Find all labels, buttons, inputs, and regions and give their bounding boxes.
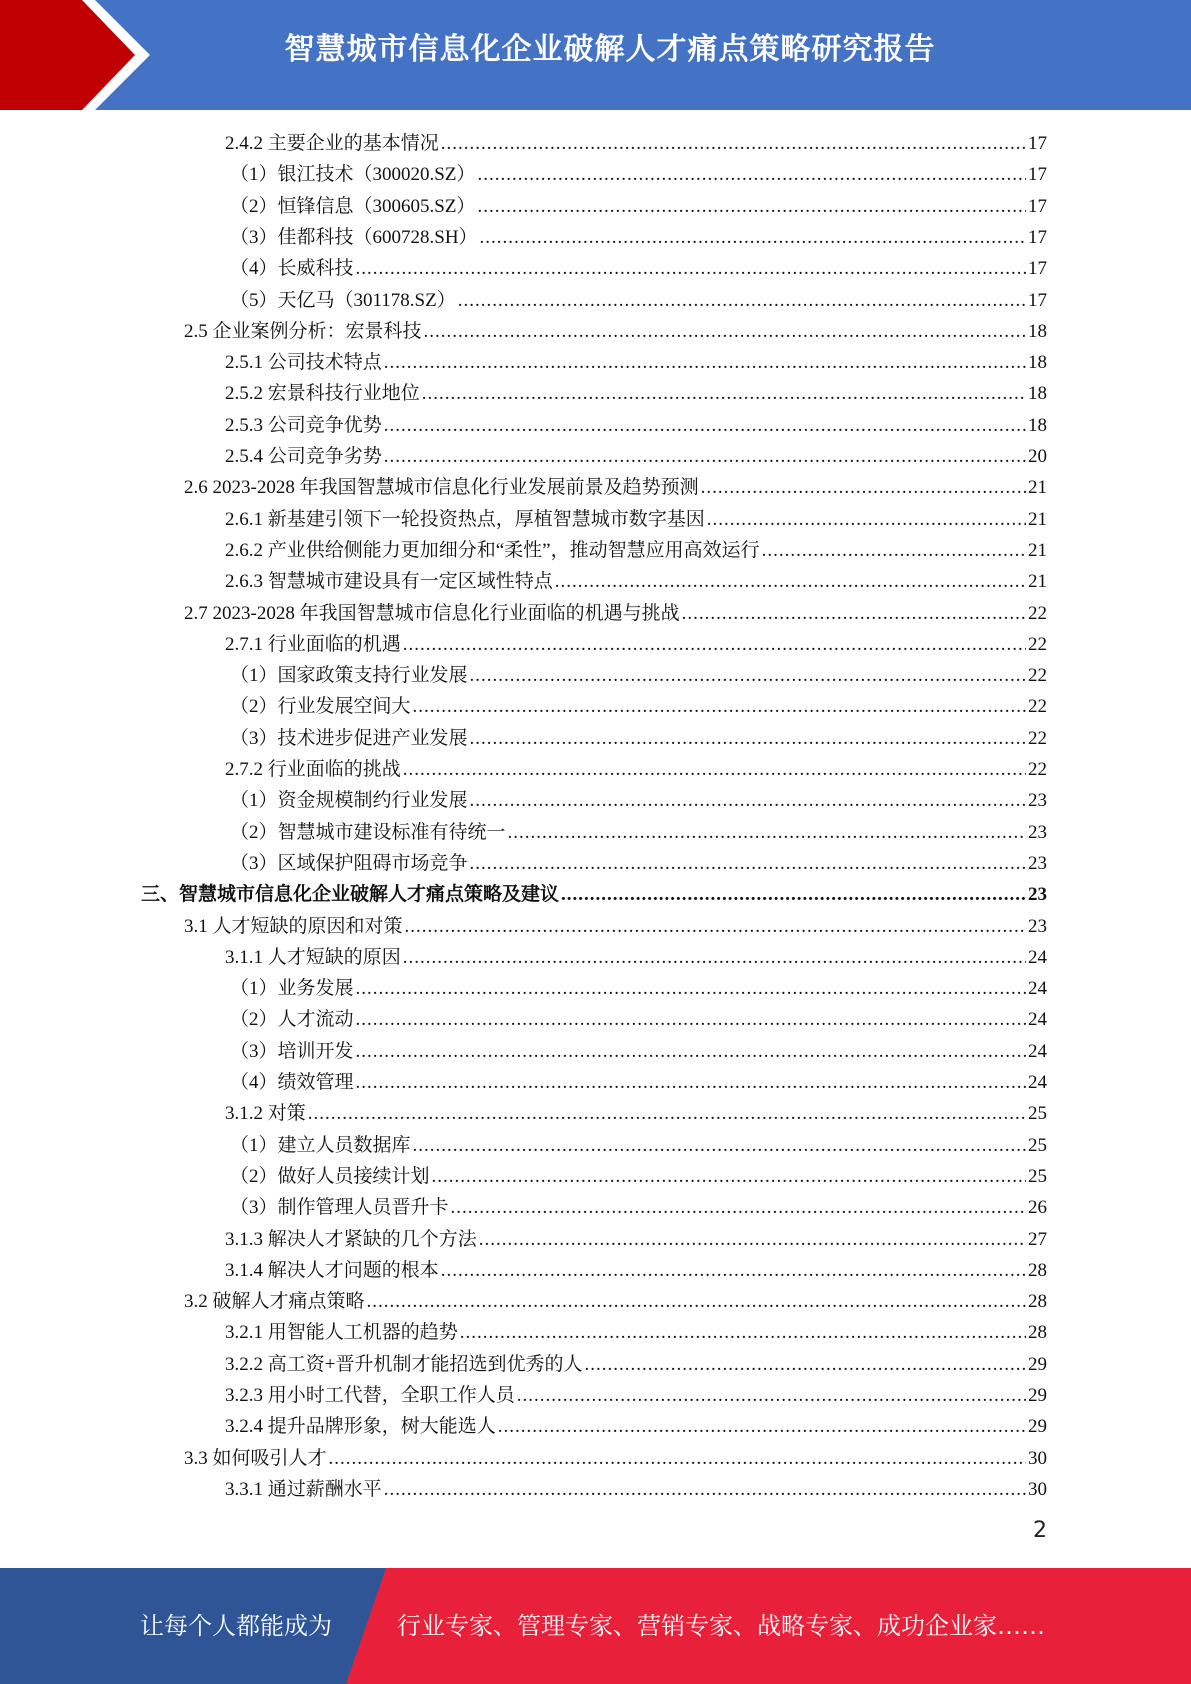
toc-entry-page: 24 [1028, 946, 1047, 968]
toc-entry-page: 22 [1028, 759, 1047, 780]
page-header [0, 0, 1191, 110]
toc-entry[interactable] [230, 660, 1047, 691]
toc-entry-title: （1）银江技术（300020.SZ） [230, 164, 476, 186]
toc-entry-title: （1）建立人员数据库 [230, 1134, 411, 1156]
toc-entry[interactable] [225, 347, 1047, 378]
toc-entry-title: （4）长威科技 [230, 258, 354, 280]
toc-entry[interactable] [230, 1192, 1047, 1223]
toc-entry-page: 18 [1028, 352, 1047, 374]
toc-dot-leader [477, 191, 1026, 222]
toc-entry-title: 2.5.3 公司竞争优势 [225, 414, 382, 436]
toc-entry[interactable] [141, 879, 1047, 910]
toc-entry[interactable] [184, 316, 1047, 347]
toc-dot-leader [477, 159, 1026, 190]
toc-entry-page: 27 [1028, 1228, 1047, 1250]
toc-entry[interactable] [225, 1317, 1047, 1348]
toc-entry[interactable] [230, 848, 1047, 879]
toc-dot-leader [384, 1474, 1026, 1505]
toc-entry[interactable] [230, 253, 1047, 284]
toc-entry-page: 20 [1028, 446, 1047, 467]
toc-entry-page: 23 [1028, 884, 1047, 906]
toc-dot-leader [451, 1192, 1026, 1223]
toc-entry[interactable] [225, 1255, 1047, 1286]
report-title: 智慧城市信息化企业破解人才痛点策略研究报告 [284, 32, 936, 67]
toc-dot-leader [356, 973, 1026, 1004]
toc-dot-leader [329, 1443, 1026, 1474]
toc-entry-title: （2）行业发展空间大 [230, 696, 411, 718]
toc-entry-title: 2.6.2 产业供给侧能力更加细分和“柔性”，推动智慧应用高效运行 [225, 539, 760, 561]
toc-entry[interactable] [230, 1067, 1047, 1098]
toc-entry[interactable] [225, 754, 1047, 785]
toc-entry-title: （3）技术进步促进产业发展 [230, 727, 468, 749]
toc-entry[interactable] [230, 723, 1047, 754]
toc-entry-page: 17 [1028, 195, 1047, 217]
toc-entry-title: 2.6.3 智慧城市建设具有一定区域性特点 [225, 571, 553, 593]
toc-entry-page: 23 [1028, 790, 1047, 812]
toc-entry-title: （3）制作管理人员晋升卡 [230, 1197, 449, 1219]
toc-entry-title: （3）培训开发 [230, 1040, 354, 1062]
toc-entry-title: 2.5.4 公司竞争劣势 [225, 446, 382, 467]
toc-dot-leader [517, 1380, 1026, 1411]
toc-entry-title: 2.5.1 公司技术特点 [225, 352, 382, 374]
toc-entry-page: 29 [1028, 1385, 1047, 1406]
toc-entry-page: 18 [1028, 320, 1047, 342]
toc-entry-page: 18 [1028, 383, 1047, 405]
toc-entry[interactable] [230, 973, 1047, 1004]
toc-dot-leader [356, 1036, 1026, 1067]
toc-entry-page: 24 [1028, 1040, 1047, 1062]
toc-entry[interactable] [225, 535, 1047, 566]
header-red-arrow-decoration [0, 0, 150, 110]
toc-dot-leader [441, 128, 1026, 159]
toc-entry-title: （2）人才流动 [230, 1009, 354, 1031]
toc-entry-title: （2）恒锋信息（300605.SZ） [230, 195, 476, 217]
toc-entry-page: 21 [1028, 539, 1047, 561]
toc-entry-title: 2.6.1 新基建引领下一轮投资热点，厚植智慧城市数字基因 [225, 508, 705, 530]
toc-dot-leader [384, 347, 1026, 378]
toc-entry-page: 22 [1028, 602, 1047, 624]
toc-entry-title: （2）做好人员接续计划 [230, 1165, 430, 1187]
toc-entry-page: 26 [1028, 1197, 1047, 1219]
toc-entry-title: （3）区域保护阻碍市场竞争 [230, 852, 468, 874]
toc-entry[interactable] [184, 1286, 1047, 1317]
toc-entry-title: 3.2.3 用小时工代替，全职工作人员 [225, 1385, 515, 1406]
toc-entry-page: 24 [1028, 1009, 1047, 1031]
toc-entry-title: 2.6 2023-2028 年我国智慧城市信息化行业发展前景及趋势预测 [184, 477, 699, 499]
toc-entry-page: 17 [1028, 289, 1047, 311]
toc-entry[interactable] [225, 128, 1047, 159]
toc-entry[interactable] [225, 1098, 1047, 1129]
toc-dot-leader [561, 879, 1026, 910]
toc-entry[interactable] [184, 1443, 1047, 1474]
toc-dot-leader [498, 1411, 1026, 1442]
toc-dot-leader [403, 942, 1026, 973]
footer-slogan-right: 行业专家、管理专家、营销专家、战略专家、成功企业家…… [397, 1612, 1045, 1640]
toc-entry-title: 3.2.2 高工资+晋升机制才能招选到优秀的人 [225, 1353, 583, 1375]
toc-entry-page: 24 [1028, 978, 1047, 1000]
toc-entry-title: 3.2.1 用智能人工机器的趋势 [225, 1322, 458, 1344]
toc-dot-leader [367, 1286, 1026, 1317]
toc-entry[interactable] [230, 159, 1047, 190]
toc-entry-title: 3.1.3 解决人才紧缺的几个方法 [225, 1228, 477, 1250]
toc-dot-leader [470, 848, 1026, 879]
toc-entry[interactable] [184, 472, 1047, 503]
toc-entry-page: 25 [1028, 1103, 1047, 1125]
toc-dot-leader [413, 1130, 1026, 1161]
toc-entry-title: 3.2.4 提升品牌形象，树大能选人 [225, 1416, 496, 1438]
toc-entry[interactable] [230, 1036, 1047, 1067]
toc-entry-page: 23 [1028, 852, 1047, 874]
toc-dot-leader [432, 1161, 1026, 1192]
toc-entry-title: 2.7.1 行业面临的机遇 [225, 633, 401, 655]
toc-dot-leader [441, 1255, 1026, 1286]
toc-entry-title: （1）业务发展 [230, 978, 354, 1000]
toc-dot-leader [356, 1004, 1026, 1035]
toc-entry-page: 21 [1028, 571, 1047, 593]
toc-dot-leader [458, 285, 1026, 316]
toc-dot-leader [384, 441, 1026, 472]
toc-dot-leader [479, 1224, 1026, 1255]
toc-entry[interactable] [225, 504, 1047, 535]
toc-entry[interactable] [225, 1380, 1047, 1411]
toc-entry-title: 3.1.4 解决人才问题的根本 [225, 1259, 439, 1281]
toc-entry-title: 3.1.1 人才短缺的原因 [225, 946, 401, 968]
toc-entry[interactable] [225, 1349, 1047, 1380]
toc-entry[interactable] [230, 785, 1047, 816]
toc-dot-leader [508, 817, 1026, 848]
toc-entry-page: 25 [1028, 1134, 1047, 1156]
toc-entry-title: 3.2 破解人才痛点策略 [184, 1291, 365, 1313]
toc-entry-page: 30 [1028, 1478, 1047, 1500]
toc-entry-title: 3.3 如何吸引人才 [184, 1447, 327, 1469]
toc-dot-leader [356, 253, 1026, 284]
toc-entry-page: 23 [1028, 821, 1047, 843]
toc-entry-page: 22 [1028, 665, 1047, 687]
toc-entry-page: 28 [1028, 1291, 1047, 1313]
toc-entry-title: （1）国家政策支持行业发展 [230, 665, 468, 687]
toc-entry-page: 17 [1028, 133, 1047, 154]
toc-entry-page: 17 [1028, 226, 1047, 248]
toc-entry-title: （3）佳都科技（600728.SH） [230, 226, 478, 248]
toc-entry-page: 22 [1028, 727, 1047, 749]
toc-entry[interactable] [225, 1224, 1047, 1255]
toc-dot-leader [422, 378, 1026, 409]
toc-entry-page: 30 [1028, 1447, 1047, 1469]
toc-entry[interactable] [230, 1004, 1047, 1035]
toc-entry-page: 21 [1028, 477, 1047, 499]
toc-dot-leader [707, 504, 1026, 535]
toc-entry[interactable] [230, 222, 1047, 253]
toc-entry-title: 3.3.1 通过薪酬水平 [225, 1478, 382, 1500]
toc-entry-page: 21 [1028, 508, 1047, 530]
toc-entry-page: 23 [1028, 915, 1047, 937]
toc-entry-title: 3.1.2 对策 [225, 1103, 306, 1125]
toc-entry-title: 2.4.2 主要企业的基本情况 [225, 133, 439, 154]
toc-entry-title: 2.5 企业案例分析：宏景科技 [184, 320, 422, 342]
toc-entry[interactable] [225, 410, 1047, 441]
toc-dot-leader [762, 535, 1026, 566]
toc-entry-title: 三、智慧城市信息化企业破解人才痛点策略及建议 [141, 884, 560, 906]
toc-entry-title: （2）智慧城市建设标准有待统一 [230, 821, 506, 843]
toc-entry[interactable] [230, 191, 1047, 222]
toc-dot-leader [308, 1098, 1026, 1129]
toc-entry-page: 18 [1028, 414, 1047, 436]
toc-dot-leader [470, 660, 1026, 691]
toc-dot-leader [470, 723, 1026, 754]
toc-entry[interactable] [225, 378, 1047, 409]
toc-entry-page: 28 [1028, 1322, 1047, 1344]
toc-entry-page: 24 [1028, 1072, 1047, 1093]
toc-dot-leader [584, 1349, 1026, 1380]
toc-entry-page: 22 [1028, 696, 1047, 718]
toc-dot-leader [356, 1067, 1026, 1098]
page-number: 2 [1033, 1518, 1047, 1543]
toc-dot-leader [413, 691, 1026, 722]
toc-entry[interactable] [225, 1411, 1047, 1442]
toc-entry[interactable] [184, 598, 1047, 629]
toc-entry[interactable] [225, 441, 1047, 472]
toc-dot-leader [403, 754, 1026, 785]
toc-entry-page: 29 [1028, 1353, 1047, 1375]
toc-entry-title: 2.7.2 行业面临的挑战 [225, 759, 401, 780]
toc-dot-leader [555, 566, 1026, 597]
toc-entry[interactable] [230, 691, 1047, 722]
toc-entry-title: 2.7 2023-2028 年我国智慧城市信息化行业面临的机遇与挑战 [184, 602, 680, 624]
toc-entry[interactable] [184, 911, 1047, 942]
toc-dot-leader [682, 598, 1026, 629]
toc-entry[interactable] [230, 285, 1047, 316]
footer-slogan-left: 让每个人都能成为 [140, 1612, 332, 1640]
toc-entry[interactable] [225, 629, 1047, 660]
toc-entry-title: （4）绩效管理 [230, 1072, 354, 1093]
toc-entry[interactable] [230, 1161, 1047, 1192]
toc-entry-page: 17 [1028, 164, 1047, 186]
toc-dot-leader [384, 410, 1026, 441]
toc-dot-leader [424, 316, 1026, 347]
toc-entry[interactable] [230, 817, 1047, 848]
toc-entry-page: 29 [1028, 1416, 1047, 1438]
toc-entry[interactable] [225, 1474, 1047, 1505]
page-footer [0, 1568, 1191, 1684]
toc-dot-leader [460, 1317, 1026, 1348]
toc-dot-leader [470, 785, 1026, 816]
toc-entry[interactable] [230, 1130, 1047, 1161]
toc-entry[interactable] [225, 566, 1047, 597]
toc-entry-title: （1）资金规模制约行业发展 [230, 790, 468, 812]
toc-dot-leader [405, 911, 1026, 942]
toc-entry-page: 17 [1028, 258, 1047, 280]
toc-entry[interactable] [225, 942, 1047, 973]
toc-dot-leader [480, 222, 1026, 253]
toc-entry-page: 25 [1028, 1165, 1047, 1187]
toc-entry-title: 3.1 人才短缺的原因和对策 [184, 915, 403, 937]
toc-entry-page: 28 [1028, 1259, 1047, 1281]
toc-entry-title: 2.5.2 宏景科技行业地位 [225, 383, 420, 405]
toc-dot-leader [403, 629, 1026, 660]
toc-entry-page: 22 [1028, 633, 1047, 655]
toc-dot-leader [701, 472, 1026, 503]
toc-entry-title: （5）天亿马（301178.SZ） [230, 289, 456, 311]
